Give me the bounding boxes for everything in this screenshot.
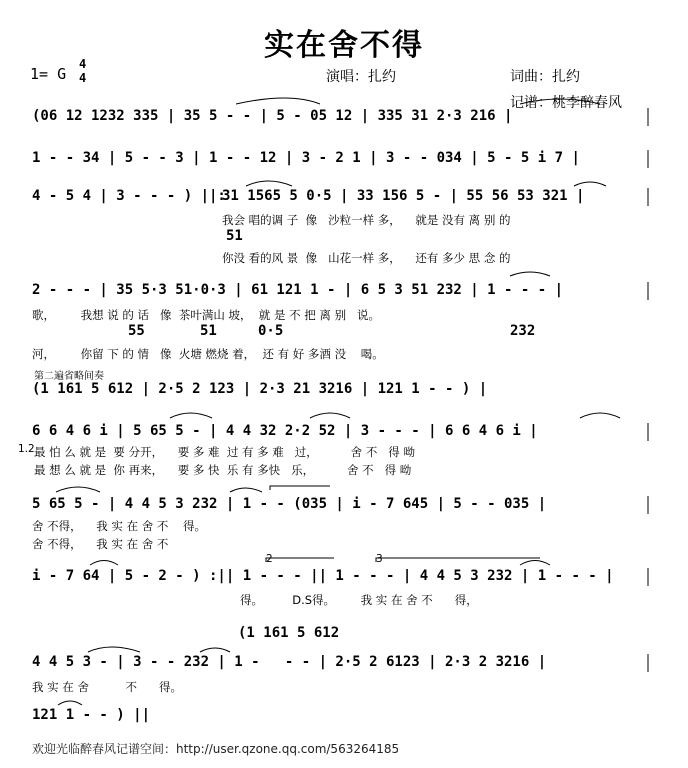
- slur: [58, 701, 82, 705]
- slur: [230, 488, 262, 492]
- slur: [246, 181, 292, 186]
- score-row-4: 2 - - - | 35 5·3 51·0·3 | 61 121 1 - | 6 5 3 51 232 | 1 - - - |: [32, 282, 564, 298]
- alt-notes-row-4-d: 232: [510, 323, 536, 339]
- volta-bracket: [376, 558, 540, 562]
- volta-1-2-label: 1.2: [18, 443, 35, 455]
- alt-notes-row-3: 51: [226, 228, 243, 244]
- score-row-9: 4 4 5 3 - | 3 - - 232 | 1 - - - | 2·5 2 6123 | 2·3 2 3216 |: [32, 654, 547, 670]
- slur: [520, 99, 600, 104]
- score-row-7: 5 65 5 - | 4 4 5 3 232 | 1 - - (035 | i - 7 645 | 5 - - 035 |: [32, 496, 547, 512]
- volta-3-label: 3: [376, 553, 383, 565]
- lyrics-row-7-verse-2: 舍 不得， 我 实 在 舍 不: [32, 537, 169, 551]
- slur: [510, 272, 550, 276]
- lyrics-row-4-verse-2: 河， 你留 下 的 情 像 火塘 燃烧 着， 还 有 好 多酒 没 喝。: [32, 347, 384, 361]
- singer-credit: 演唱：扎约: [326, 69, 396, 85]
- alt-notes-row-4-c: 0·5: [258, 323, 284, 339]
- page-title: 实在舍不得: [264, 28, 424, 63]
- lyrics-row-3-verse-2: 你没 看的风 景 像 山花一样 多， 还有 多少 思 念 的: [222, 251, 511, 265]
- score-row-10: 121 1 - - ) ||: [32, 707, 151, 723]
- slur: [236, 98, 320, 104]
- alt-notes-row-4-b: 51: [200, 323, 217, 339]
- lyrics-row-3-verse-1: 我会 唱的调 子 像 沙粒一样 多， 就是 没有 离 别 的: [222, 213, 511, 227]
- score-row-2: 1 - - 34 | 5 - - 3 | 1 - - 12 | 3 - 2 1 | 3 - - 034 | 5 - 5 i 7 |: [32, 150, 580, 166]
- lyrics-row-4-verse-1: 歌， 我想 说 的 话 像 茶叶满山 坡， 就 是 不 把 离 别 说。: [32, 308, 381, 322]
- lyrics-row-6-verse-2: 最 想 么 就 是 你 再来， 要 多 快 乐 有 多快 乐， 舍 不 得 呦: [34, 463, 412, 477]
- volta-2-label: 2: [266, 553, 273, 565]
- interlude-annotation: 第二遍省略间奏: [34, 371, 104, 382]
- alt-notes-row-4-a: 55: [128, 323, 145, 339]
- volta-bracket: [266, 558, 334, 562]
- composer-credit: 词曲：扎约: [510, 69, 580, 85]
- score-row-9-intro: (1 161 5 612: [238, 625, 340, 641]
- volta-bracket: [270, 486, 330, 490]
- score-row-8: i - 7 64 | 5 - 2 - ) :|| 1 - - - || 1 - - - | 4 4 5 3 232 | 1 - - - |: [32, 568, 614, 584]
- lyrics-row-8: 得。 D.S得。 我 实 在 舍 不 得，: [240, 593, 478, 607]
- slur: [520, 561, 550, 566]
- lyrics-row-7-verse-1: 舍 不得， 我 实 在 舍 不 得。: [32, 519, 207, 533]
- score-row-3-intro: 4 - 5 4 | 3 - - - ) ||:: [32, 188, 226, 204]
- footer-link-text: 欢迎光临醉春风记谱空间：http://user.qzone.qq.com/563264185: [32, 742, 400, 756]
- score-row-5: (1 161 5 612 | 2·5 2 123 | 2·3 21 3216 | 121 1 - - ) |: [32, 381, 488, 397]
- time-signature-top: 4: [79, 57, 87, 71]
- slur: [56, 487, 100, 492]
- slur: [90, 561, 118, 566]
- slur: [88, 647, 140, 652]
- slur: [574, 182, 606, 186]
- score-row-1: (06 12 1232 335 | 35 5 - - | 5 - 05 12 | 335 31 2·3 216 |: [32, 108, 513, 124]
- slur: [310, 413, 350, 418]
- notator-credit: 记谱：桃李醉春风: [510, 95, 622, 111]
- score-row-3: 31 1565 5 0·5 | 33 156 5 - | 55 56 53 321 |: [222, 188, 585, 204]
- lyrics-row-6-verse-1: 最 怕 么 就 是 要 分开， 要 多 难 过 有 多 难 过， 舍 不 得 呦: [34, 445, 415, 459]
- key-signature: 1= G: [30, 65, 67, 83]
- slur: [170, 413, 212, 418]
- time-signature-bottom: 4: [79, 71, 87, 85]
- slur: [200, 648, 230, 652]
- slur: [580, 413, 620, 418]
- lyrics-row-9: 我 实 在 舍 不 得。: [32, 680, 182, 694]
- score-row-6: 6 6 4 6 i | 5 65 5 - | 4 4 32 2·2 52 | 3 - - - | 6 6 4 6 i |: [32, 423, 538, 439]
